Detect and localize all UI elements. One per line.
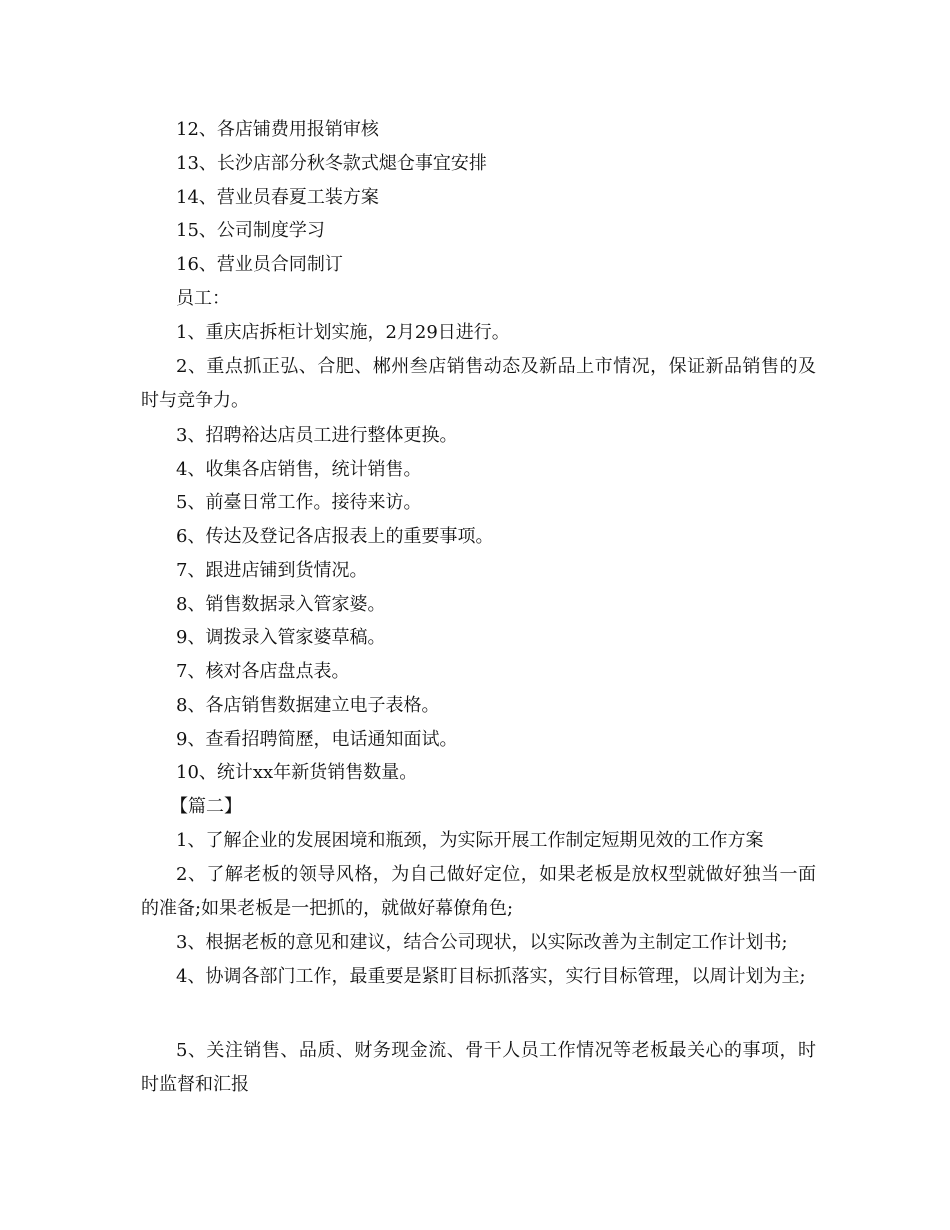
staff-item: 9、调拨录入管家婆草稿。: [176, 627, 386, 648]
task-line-12: 12、各店铺费用报销审核: [176, 119, 379, 140]
section-item: 1、了解企业的发展困境和瓶颈，为实际开展工作制定短期见效的工作方案: [176, 830, 764, 851]
staff-item: 5、前臺日常工作。接待来访。: [176, 492, 422, 513]
staff-label: 员工：: [176, 288, 230, 309]
staff-item: 2、重点抓正弘、合肥、郴州叁店销售动态及新品上市情况，保证新品销售的及时与竞争力。: [141, 356, 816, 411]
staff-item: 10、统计xx年新货销售数量。: [176, 762, 418, 783]
section-item: 4、协调各部门工作，最重要是紧盯目标抓落实，实行目标管理，以周计划为主;: [176, 966, 806, 987]
task-line-16: 16、营业员合同制订: [176, 254, 343, 275]
staff-item: 8、各店销售数据建立电子表格。: [176, 695, 440, 716]
section-item: 5、关注销售、品质、财务现金流、骨干人员工作情况等老板最关心的事项，时时监督和汇报: [141, 1040, 816, 1095]
section-title: 【篇二】: [170, 796, 242, 817]
staff-item: 1、重庆店拆柜计划实施，2月29日进行。: [176, 322, 510, 343]
staff-item: 7、跟进店铺到货情况。: [176, 560, 368, 581]
staff-item: 4、收集各店销售，统计销售。: [176, 459, 422, 480]
staff-item: 9、查看招聘简歷，电话通知面试。: [176, 729, 458, 750]
task-line-13: 13、长沙店部分秋冬款式煺仓事宜安排: [176, 153, 487, 174]
task-line-14: 14、营业员春夏工装方案: [176, 187, 379, 208]
staff-item: 8、销售数据录入管家婆。: [176, 594, 386, 615]
staff-item: 6、传达及登记各店报表上的重要事项。: [176, 526, 494, 547]
staff-item: 7、核对各店盘点表。: [176, 661, 350, 682]
staff-item: 3、招聘裕达店员工进行整体更换。: [176, 425, 458, 446]
section-item: 2、了解老板的领导风格，为自己做好定位，如果老板是放权型就做好独当一面的准备;如果老板是一把抓的，就做好幕僚角色;: [141, 864, 816, 919]
task-line-15: 15、公司制度学习: [176, 220, 325, 241]
section-item: 3、根据老板的意见和建议，结合公司现状，以实际改善为主制定工作计划书;: [176, 932, 788, 953]
